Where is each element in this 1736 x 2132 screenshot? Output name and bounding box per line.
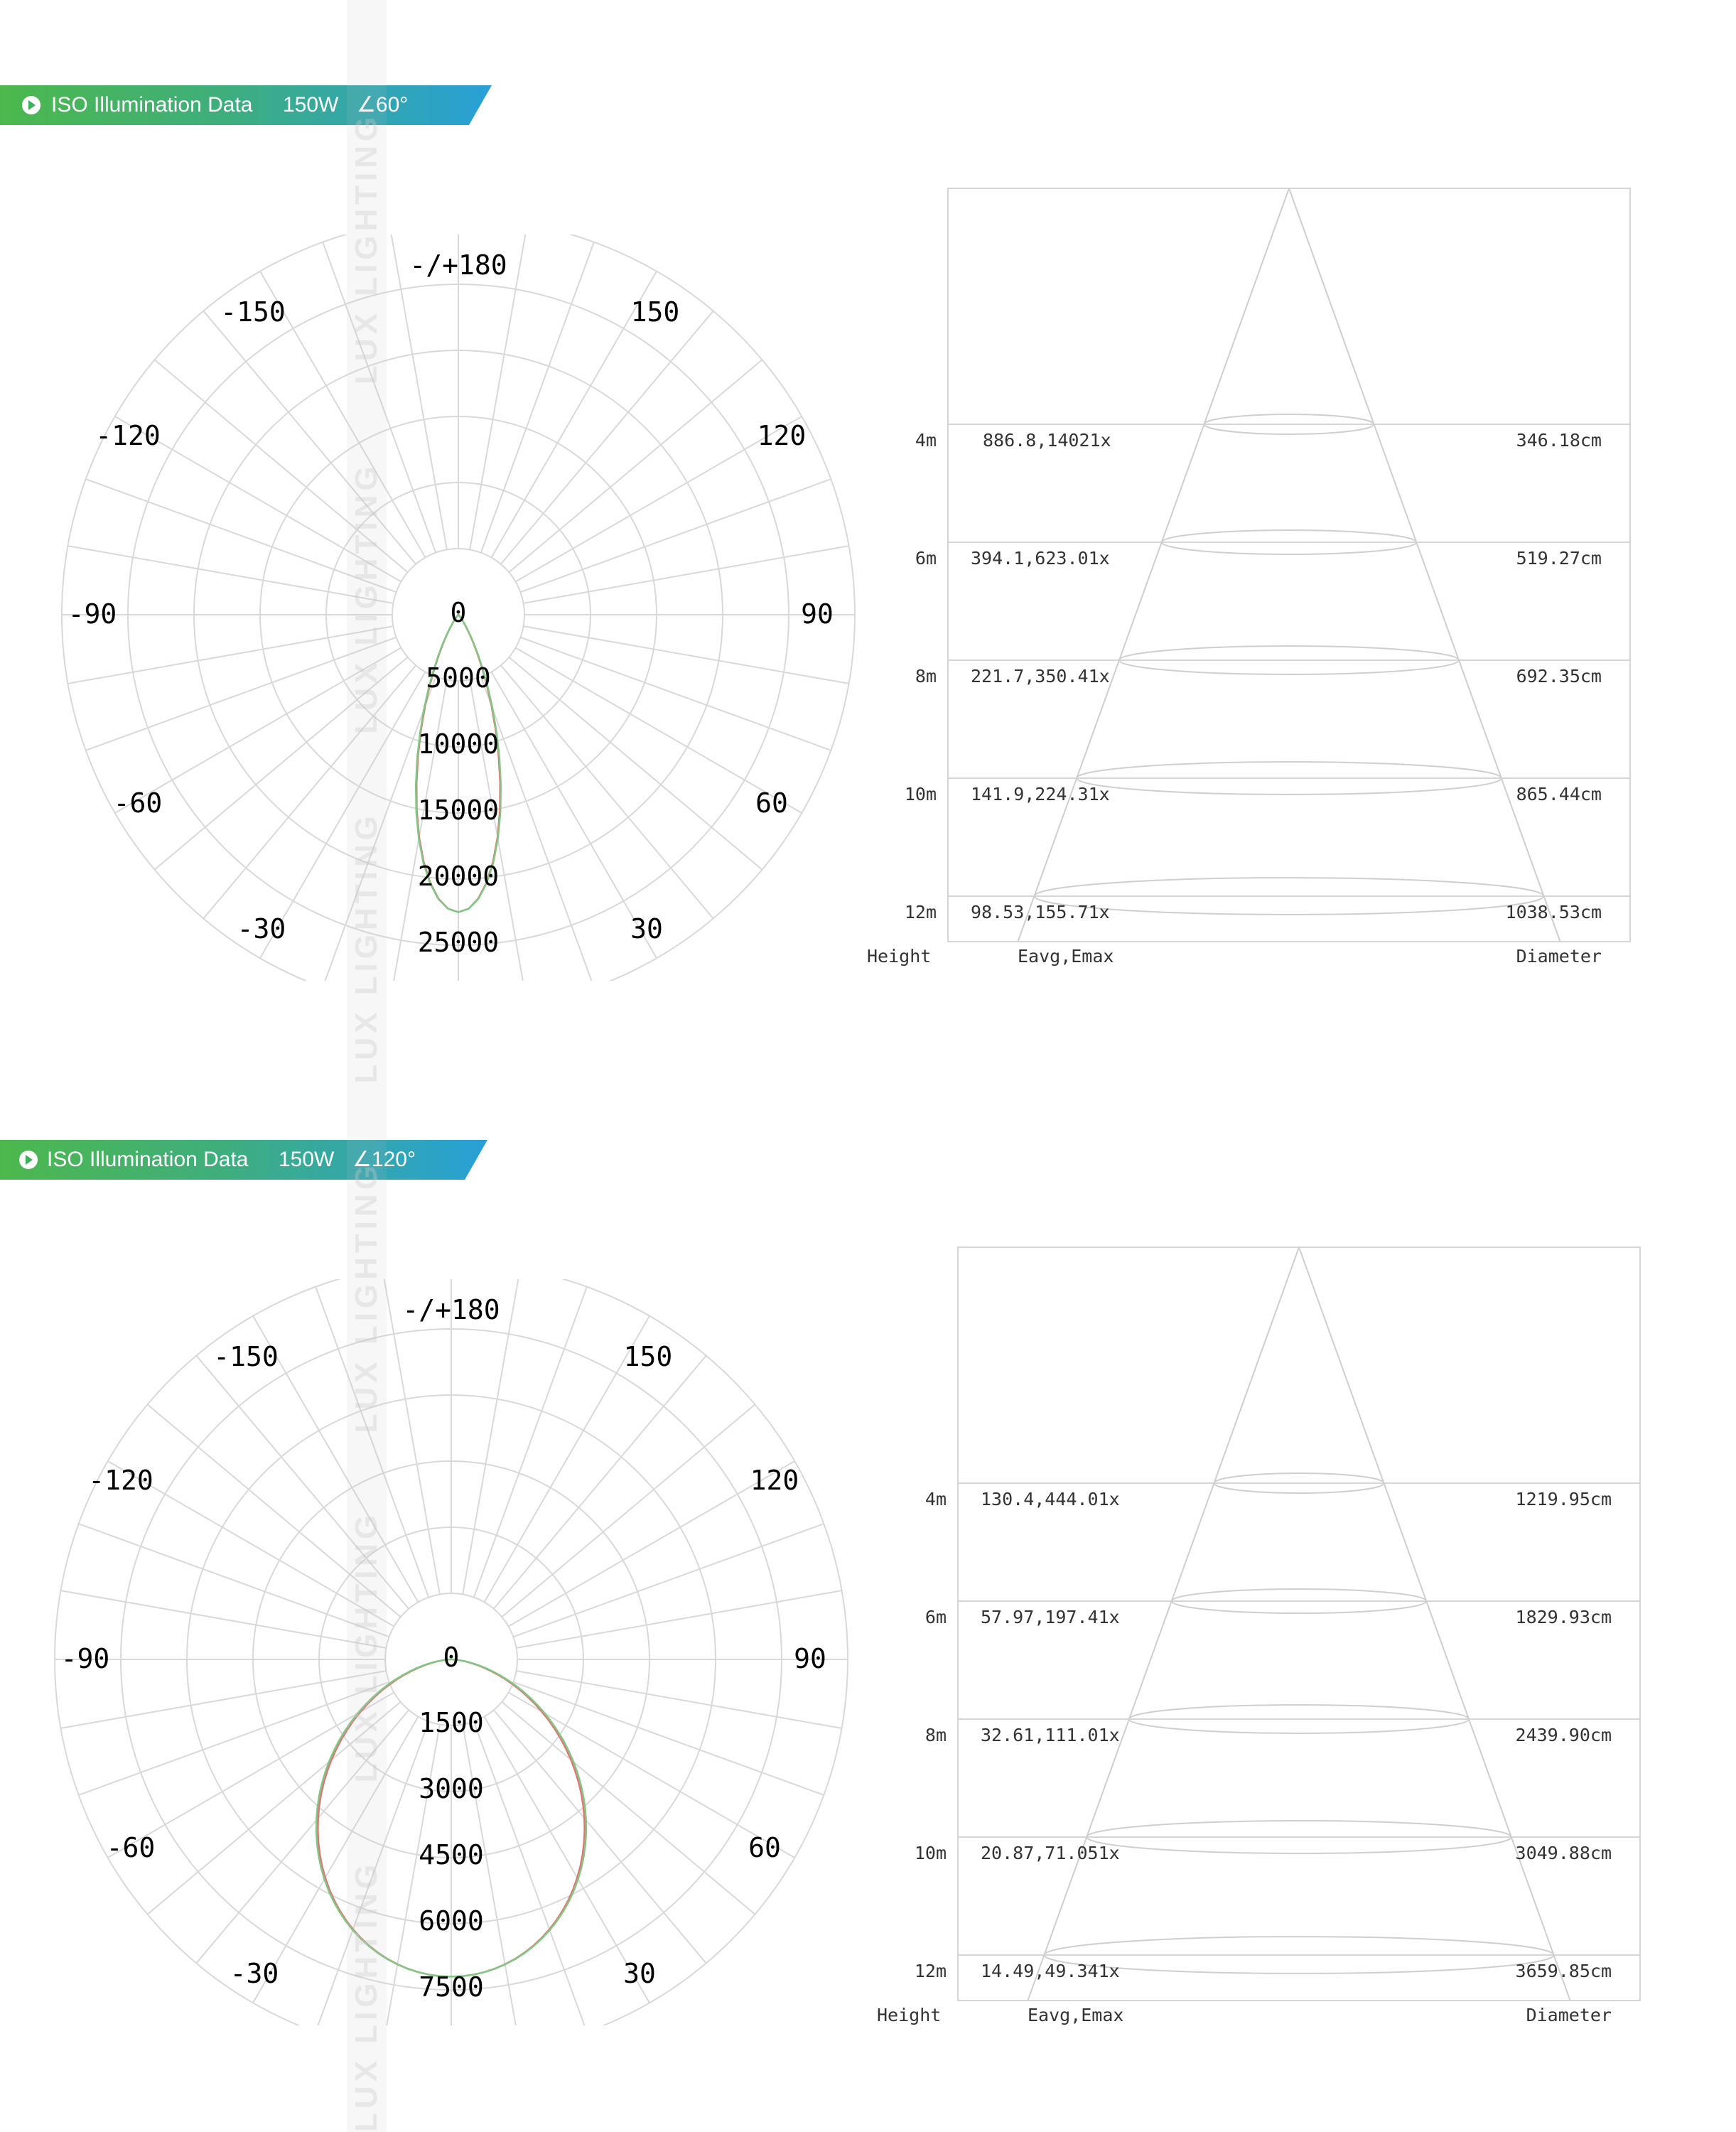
- banner-title: ISO Illumination Data: [51, 93, 253, 117]
- polar-spoke: [494, 1356, 706, 1609]
- row-eavg-2: 57.97,197.41x: [981, 1607, 1120, 1627]
- banner-angle: ∠120°: [352, 1148, 416, 1171]
- ring-label-3: 15000: [417, 795, 500, 826]
- row-eavg-4: 141.9,224.31x: [971, 784, 1110, 804]
- row-eavg-5: 98.53,155.71x: [971, 902, 1110, 922]
- row-diameter-3: 692.35cm: [1516, 666, 1602, 687]
- polar-spoke: [494, 1710, 706, 1963]
- polar-spoke: [60, 1590, 386, 1648]
- angle-label-neg90: -90: [60, 1643, 110, 1674]
- footer-height: Height: [867, 946, 932, 967]
- ring-label-1: 1500: [419, 1707, 484, 1738]
- watermark-label-4: LUX LIGHTING: [349, 812, 384, 1084]
- center-label: 0: [450, 597, 467, 628]
- ring-label-2: 3000: [419, 1773, 484, 1804]
- polar-spoke: [481, 242, 594, 553]
- section-banner: [0, 1140, 497, 1180]
- row-diameter-2: 519.27cm: [1516, 548, 1602, 569]
- watermark-text: [347, 0, 387, 2132]
- polar-spoke: [501, 311, 713, 564]
- angle-label-neg120: -120: [88, 1465, 153, 1496]
- row-height-2: 6m: [915, 548, 937, 569]
- row-eavg-2: 394.1,623.01x: [971, 548, 1110, 569]
- banner-power: 150W: [279, 1148, 335, 1171]
- row-eavg-1: 130.4,444.01x: [981, 1489, 1120, 1509]
- section-banner: [0, 85, 497, 125]
- angle-label-180: -/+180: [409, 249, 507, 281]
- footer-height: Height: [877, 2005, 942, 2025]
- row-height-4: 10m: [914, 1843, 947, 1863]
- angle-label-90: 90: [801, 598, 834, 630]
- angle-label-60: 60: [748, 1832, 781, 1863]
- polar-spoke: [520, 637, 831, 750]
- row-height-3: 8m: [915, 666, 937, 687]
- ring-label-2: 10000: [417, 728, 500, 760]
- angle-label-120: 120: [750, 1465, 799, 1496]
- angle-label-30: 30: [630, 913, 663, 944]
- row-diameter-4: 3049.88cm: [1515, 1843, 1612, 1863]
- illumination-section-120: [0, 1052, 1736, 2104]
- polar-spoke: [502, 1702, 755, 1915]
- row-diameter-2: 1829.93cm: [1515, 1607, 1612, 1627]
- row-diameter-3: 2439.90cm: [1515, 1725, 1612, 1745]
- polar-spoke: [502, 1404, 755, 1617]
- illumination-section-60: [0, 0, 1736, 1052]
- row-height-4: 10m: [904, 784, 937, 804]
- row-diameter-5: 3659.85cm: [1515, 1961, 1612, 1981]
- cone-diagram: [853, 178, 1677, 995]
- row-eavg-3: 32.61,111.01x: [981, 1725, 1120, 1745]
- polar-spoke: [60, 1671, 386, 1728]
- polar-spoke: [517, 1590, 842, 1648]
- watermark-label-6: LUX LIGHTING: [349, 112, 384, 385]
- polar-spoke: [509, 360, 762, 572]
- polar-spoke: [517, 1671, 842, 1728]
- banner-angle: ∠60°: [357, 93, 409, 117]
- footer-eavg: Eavg,Emax: [1028, 2005, 1124, 2025]
- angle-label-neg150: -150: [213, 1341, 279, 1372]
- angle-label-neg120: -120: [95, 420, 161, 451]
- angle-label-neg30: -30: [237, 913, 286, 944]
- angle-label-neg90: -90: [68, 598, 117, 630]
- polar-spoke: [524, 546, 849, 603]
- footer-diameter: Diameter: [1526, 2005, 1612, 2025]
- polar-spoke: [79, 1524, 389, 1637]
- angle-label-180: -/+180: [402, 1294, 500, 1325]
- ring-label-5: 25000: [417, 927, 500, 958]
- polar-chart: [36, 1279, 853, 2025]
- ring-label-4: 20000: [417, 861, 500, 892]
- footer-eavg: Eavg,Emax: [1018, 946, 1114, 967]
- row-eavg-5: 14.49,49.341x: [981, 1961, 1120, 1981]
- row-eavg-1: 886.8,14021x: [983, 430, 1111, 451]
- polar-labels: [61, 1294, 826, 2003]
- banner-title: ISO Illumination Data: [47, 1148, 249, 1171]
- footer-diameter: Diameter: [1516, 946, 1602, 967]
- row-diameter-5: 1038.53cm: [1505, 902, 1602, 922]
- polar-spoke: [509, 657, 762, 870]
- row-height-1: 4m: [915, 430, 937, 451]
- polar-spoke: [501, 665, 713, 918]
- polar-spoke: [68, 546, 393, 603]
- polar-spoke: [520, 479, 831, 592]
- watermark-label-1: LUX LIGHTING: [349, 1860, 384, 2132]
- row-height-5: 12m: [914, 1961, 947, 1981]
- row-height-2: 6m: [924, 1607, 947, 1627]
- polar-spoke: [524, 626, 849, 684]
- row-diameter-1: 346.18cm: [1516, 430, 1602, 451]
- angle-label-neg60: -60: [113, 787, 163, 819]
- angle-label-120: 120: [757, 420, 807, 451]
- row-diameter-4: 865.44cm: [1516, 784, 1602, 804]
- watermark-label-2: LUX LIGHTING: [349, 1510, 384, 1783]
- cone-diagram: [863, 1237, 1687, 2054]
- row-diameter-1: 1219.95cm: [1515, 1489, 1612, 1509]
- angle-label-60: 60: [755, 787, 788, 819]
- angle-label-neg60: -60: [106, 1832, 156, 1863]
- row-height-1: 4m: [924, 1489, 947, 1509]
- row-eavg-3: 221.7,350.41x: [971, 666, 1110, 687]
- ring-label-5: 7500: [419, 1971, 484, 2003]
- row-height-3: 8m: [924, 1725, 947, 1745]
- banner-power: 150W: [283, 93, 339, 117]
- angle-label-90: 90: [794, 1643, 826, 1674]
- polar-spoke: [474, 1287, 587, 1598]
- angle-label-150: 150: [623, 1341, 673, 1372]
- polar-spoke: [68, 626, 393, 684]
- angle-label-neg150: -150: [220, 296, 286, 328]
- polar-spoke: [513, 1524, 824, 1637]
- polar-chart: [43, 235, 860, 981]
- angle-label-150: 150: [630, 296, 680, 328]
- watermark-label-3: LUX LIGHTING: [349, 1161, 384, 1433]
- center-label: 0: [443, 1642, 460, 1673]
- ring-label-4: 6000: [419, 1905, 484, 1937]
- angle-label-30: 30: [623, 1958, 656, 1989]
- ring-label-1: 5000: [426, 662, 491, 694]
- row-eavg-4: 20.87,71.051x: [981, 1843, 1120, 1863]
- ring-label-3: 4500: [419, 1839, 484, 1870]
- row-height-5: 12m: [904, 902, 937, 922]
- polar-labels: [68, 249, 834, 958]
- watermark-label-5: LUX LIGHTING: [349, 462, 384, 734]
- angle-label-neg30: -30: [230, 1958, 279, 1989]
